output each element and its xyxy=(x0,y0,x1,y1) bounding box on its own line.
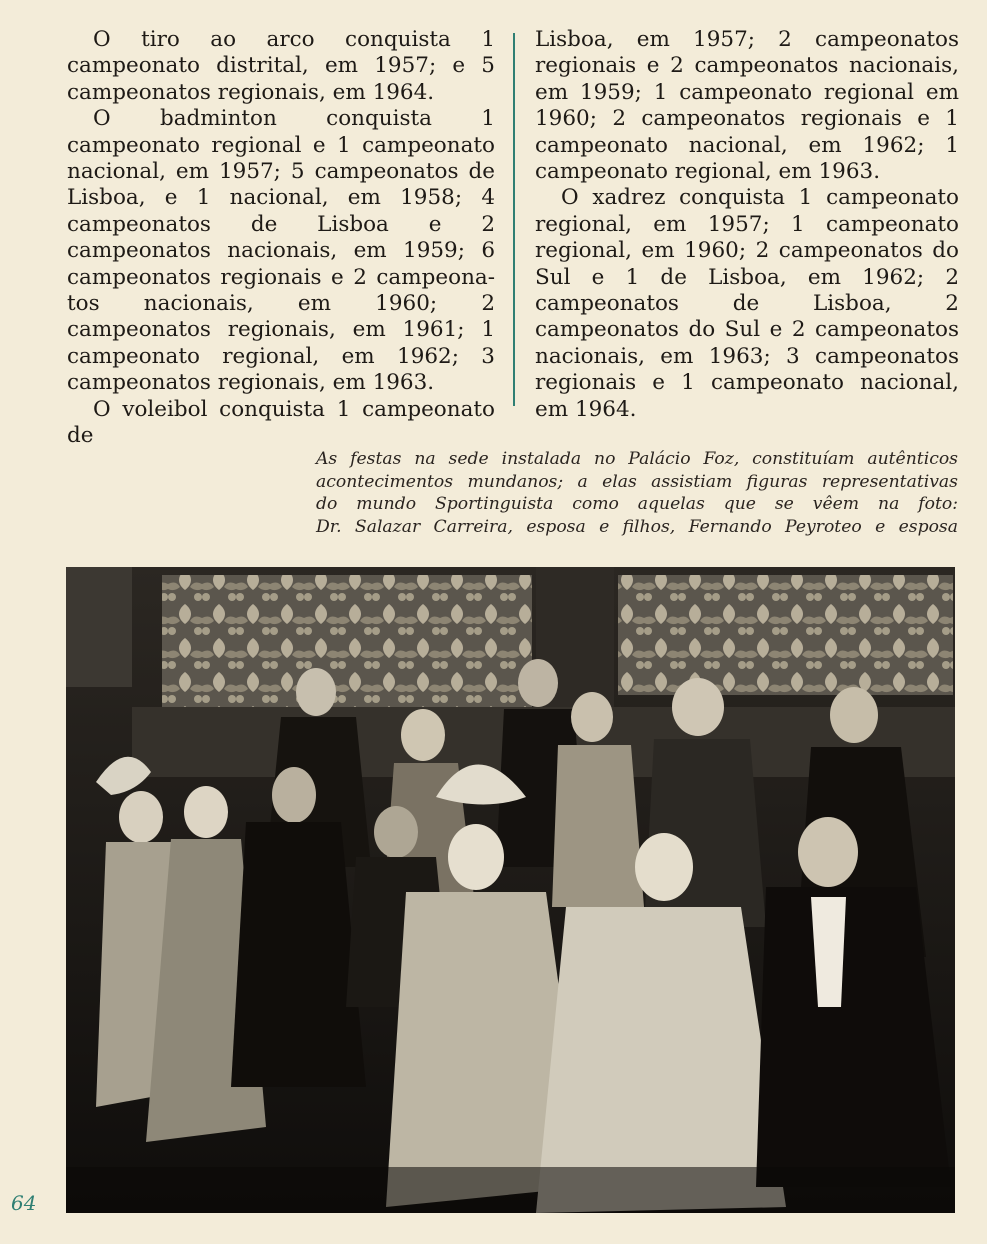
guest-head xyxy=(184,786,228,838)
column-divider xyxy=(513,33,515,406)
guest-body xyxy=(552,745,644,907)
page-number: 64 xyxy=(11,1191,37,1215)
guest-head xyxy=(518,659,558,707)
guest-head xyxy=(296,668,336,716)
guest-head xyxy=(272,767,316,823)
guest-head xyxy=(571,692,613,742)
photo-illustration xyxy=(66,567,955,1213)
right-text-column xyxy=(535,27,959,423)
guest-head xyxy=(798,817,858,887)
guest-head xyxy=(401,709,445,761)
paragraph-volleyball-continued: Lisboa, em 1957; 2 campeonatos regionais e 2 campeonatos nacionais, em 1959; 1 campeonato regional em 1960; 2 campeonatos regionais e 1 campeonato nacional, em 1962; 1 campeonato regional, em 1963. xyxy=(535,27,959,185)
guest-head xyxy=(448,824,504,890)
guest-head xyxy=(830,687,878,743)
party-photograph xyxy=(66,567,955,1213)
guest-head xyxy=(672,678,724,736)
wall-panel-right xyxy=(618,575,953,695)
left-text-column xyxy=(67,27,495,450)
paragraph-archery: O tiro ao arco conquista 1 campeonato distrital, em 1957; e 5 campeonatos regionais, em 1964. xyxy=(67,27,495,105)
caption-line: do mundo Sportinguista como aquelas que se vêem na foto: xyxy=(316,494,958,515)
caption-line: Dr. Salazar Carreira, esposa e filhos, Fernando Peyroteo e esposa xyxy=(316,516,958,537)
paragraph-chess: O xadrez conquista 1 campeonato regional, em 1957; 1 campeonato regional, em 1960; 2 campeonatos do Sul e 1 de Lisboa, em 1962; 2 campeonatos de Lisboa, 2 campeonatos do Sul e 2 campeonatos nacionais, em 1963; 3 campeonatos regionais e 1 campeonato nacional, em 1964. xyxy=(535,185,959,422)
wall-panel-far-left xyxy=(66,567,132,687)
paragraph-badminton: O badminton conquista 1 campeonato regional e 1 campeonato nacional, em 1957; 5 campeonatos de Lisboa, e 1 nacional, em 1958; 4 campeonatos de Lisboa e 2 campeonatos nacionais, em 1959; 6 campeonatos regionais e 2 campeonatos nacionais, em 1960; 2 campeonatos regionais, em 1961; 1 campeonato regional, em 1962; 3 campeonatos regionais, em 1963. xyxy=(67,106,495,396)
wall-panel-left xyxy=(162,575,532,725)
guest-head xyxy=(119,791,163,843)
paragraph-volleyball-start: O voleibol conquista 1 campeonato de xyxy=(67,396,495,449)
photo-caption xyxy=(316,448,958,538)
photo-vignette xyxy=(66,1167,955,1213)
guest-head xyxy=(374,806,418,858)
caption-line: As festas na sede instalada no Palácio Foz, constituíam autênticos xyxy=(316,449,958,469)
guest-head xyxy=(635,833,693,901)
caption-line: acontecimentos mundanos; a elas assistiam figuras representativas xyxy=(316,471,958,492)
